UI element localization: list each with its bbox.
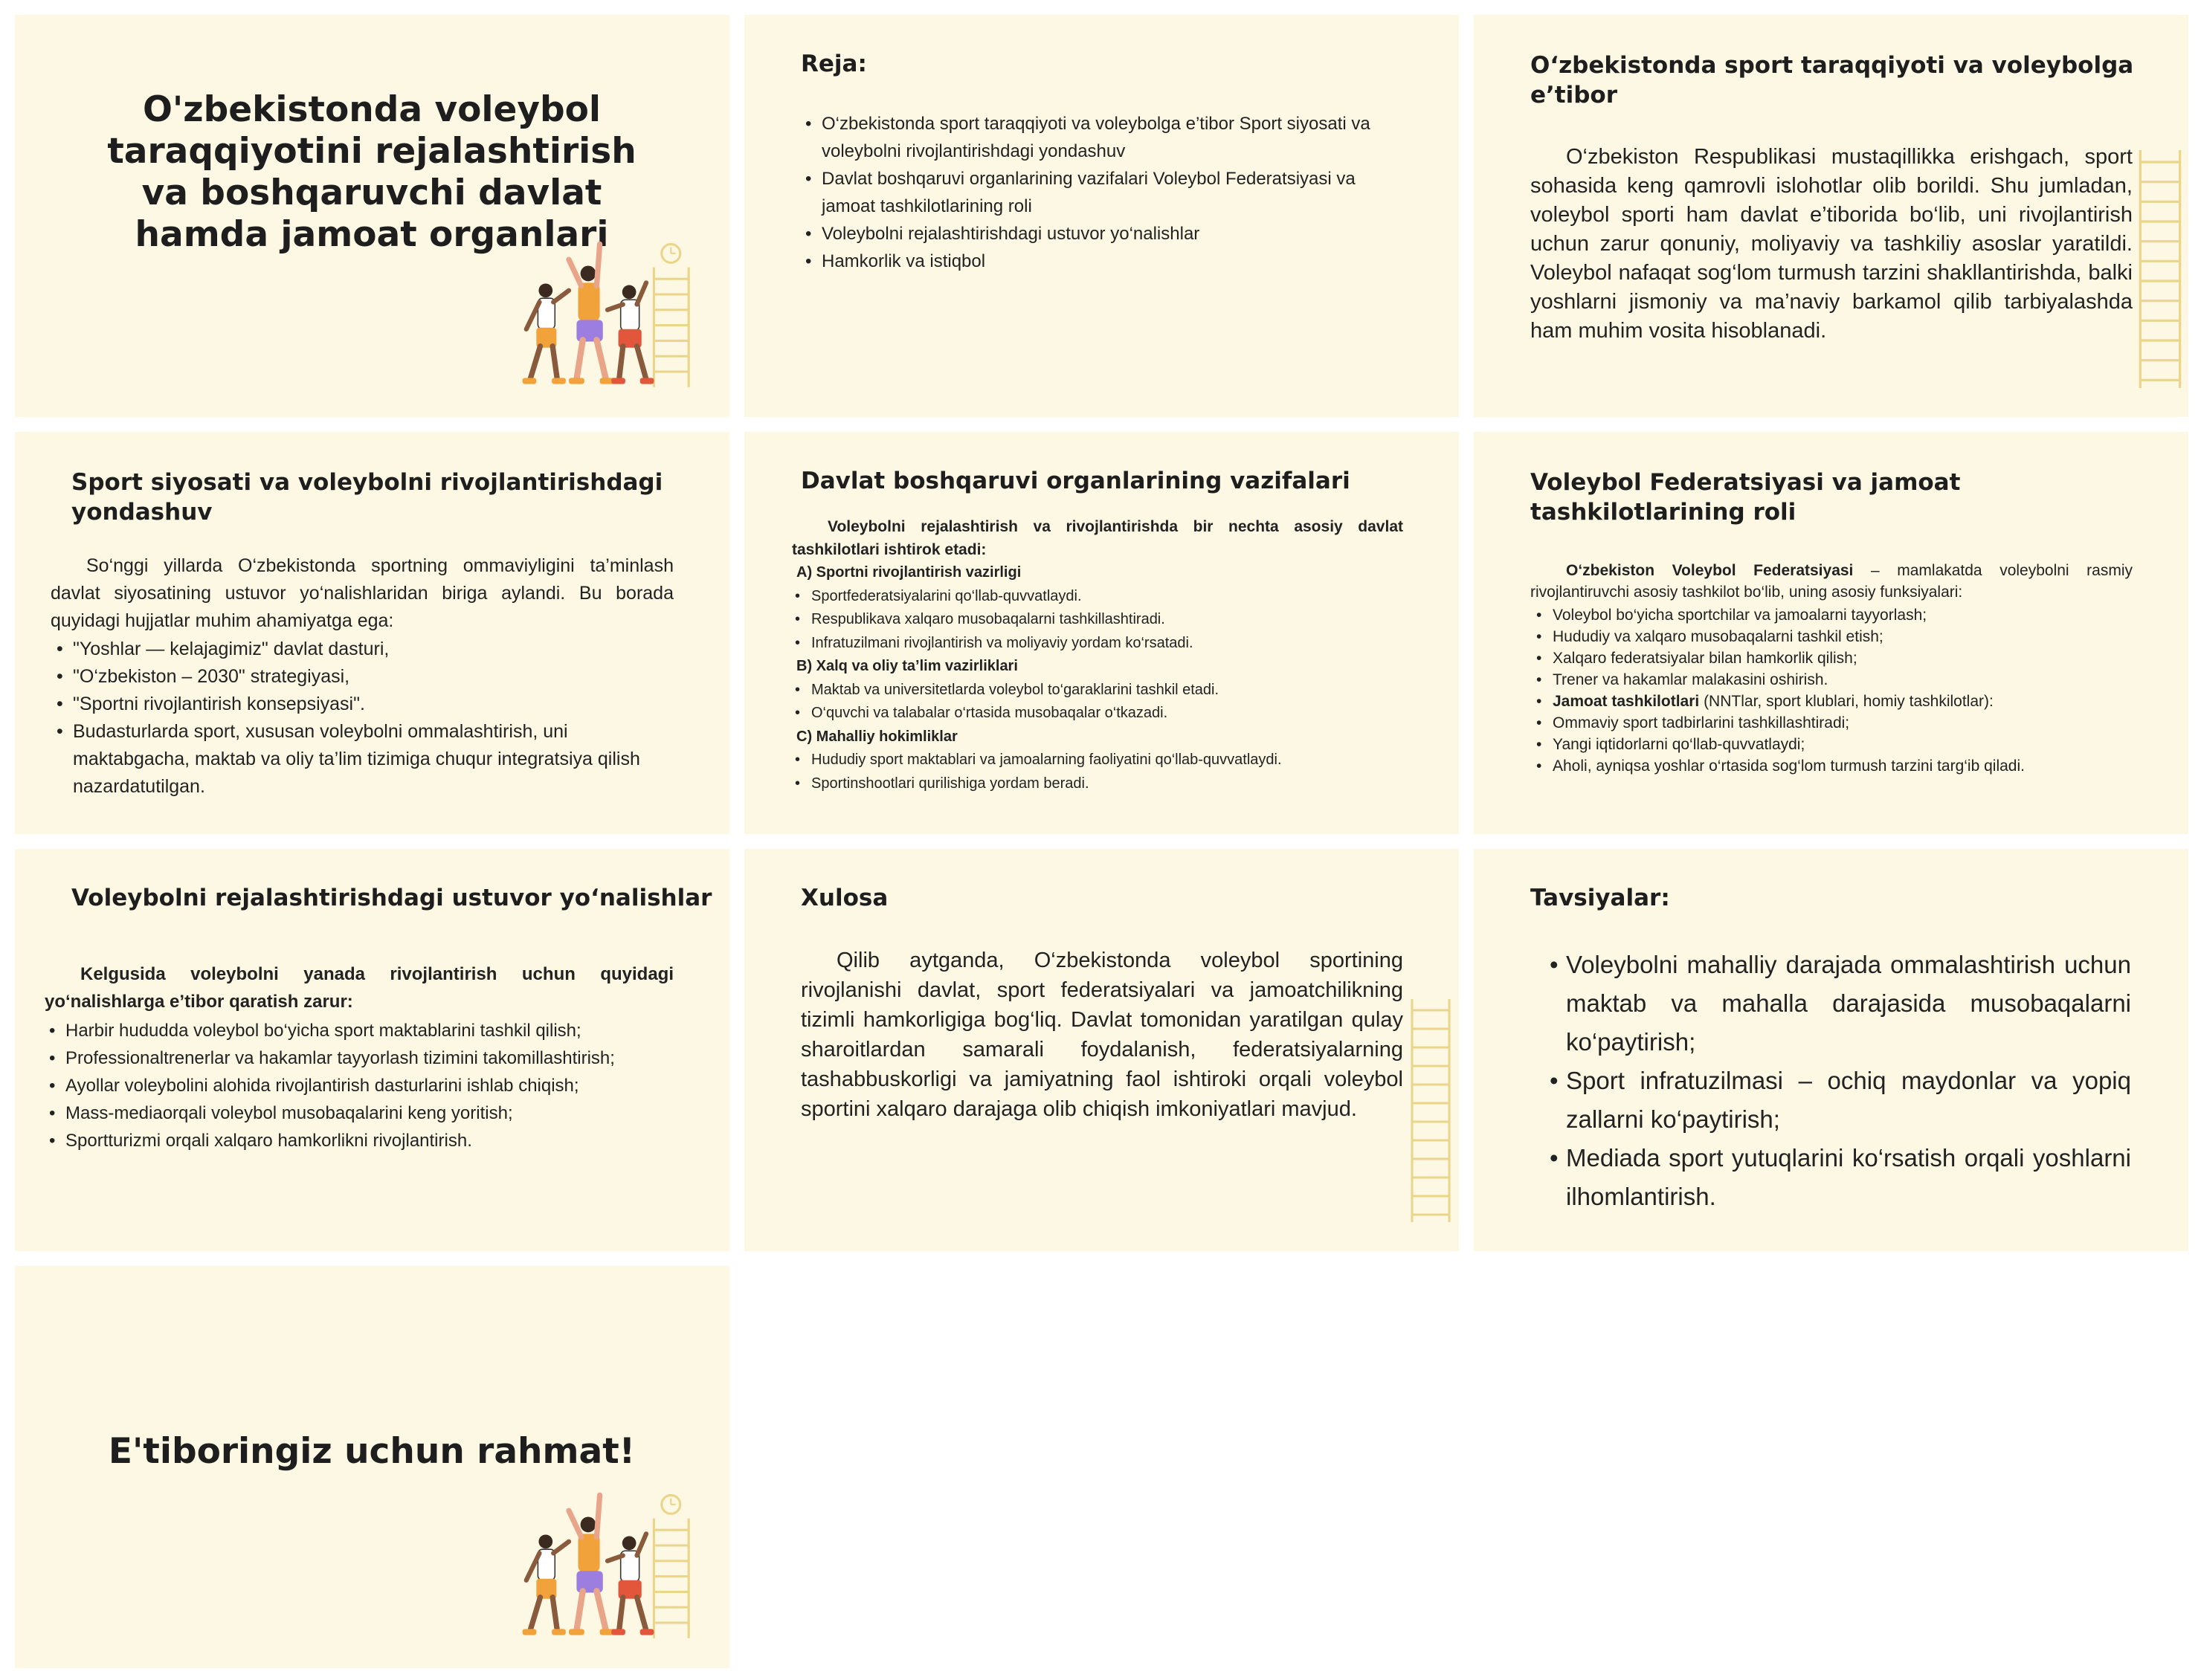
- slide-heading: Xulosa: [801, 885, 889, 911]
- slide-heading: Voleybol Federatsiyasi va jamoat tashkilotlarining roli: [1530, 469, 1961, 526]
- section-heading: A) Sportni rivojlantirish vazirligi: [796, 564, 1022, 581]
- slide-heading: O‘zbekistonda sport taraqqiyoti va voleybolga e’tibor: [1530, 52, 2134, 109]
- presentation-title: O'zbekistonda voleybol taraqqiyotini rejalashtirish va boshqaruvchi davlat hamda jamoat organlari: [107, 89, 637, 255]
- slide-intro: Voleybolni rejalashtirish va rivojlantirishda bir nechta asosiy davlat tashkilotlari ishtirok etadi:: [792, 518, 1403, 558]
- slide-heading: Reja:: [801, 51, 867, 77]
- list-item: • Voleybolni mahalliy darajada ommalashtirish uchun maktab va mahalla darajasida musobaqalarni ko‘paytirish;: [1566, 946, 2131, 1062]
- public-organizations-label: Jamoat tashkilotlari: [1553, 693, 1700, 710]
- plan-list: [822, 110, 1402, 275]
- slide-heading: Tavsiyalar:: [1530, 885, 1670, 911]
- slide-sport-development: [1474, 15, 2188, 417]
- list-item: • Hududiy sport maktablari va jamoalarning faoliyatini qo‘llab-quvvatlaydi.: [811, 749, 1391, 772]
- ladder-decoration: [1402, 999, 1459, 1222]
- slide-title: [15, 15, 729, 417]
- slide-intro: Kelgusida voleybolni yanada rivojlantirish uchun quyidagi yo‘nalishlarga e’tibor qaratish zarur:: [45, 964, 674, 1012]
- list-item: • "O‘zbekiston – 2030" strategiyasi,: [73, 663, 660, 691]
- list-item: • Voleybol bo‘yicha sportchilar va jamoalarni tayyorlash;: [1553, 604, 2133, 626]
- exercising-people-illustration: [515, 1487, 700, 1642]
- section-heading: B) Xalq va oliy ta’lim vazirliklari: [796, 658, 1018, 674]
- list-item: • Sportinshootlari qurilishiga yordam beradi.: [811, 772, 1391, 796]
- thank-you-title: E'tiboringiz uchun rahmat!: [108, 1431, 636, 1472]
- slide-priorities: [15, 849, 729, 1251]
- federation-description: – mamlakatda voleybolni rasmiy rivojlantiruvchi asosiy tashkilot bo‘lib, uning asosiy funksiyalari:: [1530, 562, 2133, 601]
- slide-conclusion: [744, 849, 1459, 1251]
- slide-federation-role: [1474, 432, 2188, 834]
- list-item: • Mediada sport yutuqlarini ko‘rsatish orqali yoshlarni ilhomlantirish.: [1566, 1139, 2131, 1216]
- federation-name: O‘zbekiston Voleybol Federatsiyasi: [1566, 562, 1854, 579]
- section-heading: C) Mahalliy hokimliklar: [796, 728, 958, 745]
- slide-plan: [744, 15, 1459, 417]
- exercising-people-illustration: [515, 236, 700, 391]
- slide-recommendations: [1474, 849, 2188, 1251]
- slide-intro: [1530, 560, 2133, 603]
- slide-heading: Davlat boshqaruvi organlarining vazifalari: [801, 468, 1350, 494]
- list-item: • Maktab va universitetlarda voleybol to‘garaklarini tashkil etadi.: [811, 679, 1391, 702]
- slide-body: O‘zbekiston Respublikasi mustaqillikka erishgach, sport sohasida keng qamrovli islohotlar olib borildi. Shu jumladan, voleybol sporti ham davlat e’tiborida bo‘lib, uni rivojlantirish uchun zarur qonuniy, moliyaviy va tashkiliy asoslar yaratildi. Voleybol nafaqat sog‘lom turmush tarzini shakllantirishda, balki yoshlarni jismoniy va ma’naviy barkamol qilib tarbiyalashda ham muhim vosita hisoblanadi.: [1530, 145, 2133, 343]
- document-list: [73, 636, 660, 801]
- list-item: • "Yoshlar — kelajagimiz" davlat dasturi,: [73, 636, 660, 663]
- slide-state-bodies: [744, 432, 1459, 834]
- list-item: • Hamkorlik va istiqbol: [822, 248, 1402, 275]
- list-item: • O‘quvchi va talabalar o‘rtasida musobaqalar o‘tkazadi.: [811, 702, 1391, 726]
- list-item: • Respublikava xalqaro musobaqalarni tashkillashtiradi.: [811, 608, 1391, 632]
- list-item: • Professionaltrenerlar va hakamlar tayyorlash tizimini takomillashtirish;: [65, 1044, 660, 1072]
- list-item: [1553, 691, 2133, 712]
- list-item: • Ommaviy sport tadbirlarini tashkillashtiradi;: [1553, 712, 2133, 734]
- list-item: • Sportturizmi orqali xalqaro hamkorlikni rivojlantirish.: [65, 1127, 660, 1154]
- list-item: • Budasturlarda sport, xususan voleybolni ommalashtirish, uni maktabgacha, maktab va oliy ta’lim tizimiga chuqur integratsiya qilish nazardatutilgan.: [73, 718, 660, 801]
- slide-heading: Sport siyosati va voleybolni rivojlantirishdagi yondashuv: [71, 469, 663, 526]
- list-item: • Voleybolni rejalashtirishdagi ustuvor yo‘nalishlar: [822, 220, 1402, 248]
- list-item: • Yangi iqtidorlarni qo‘llab-quvvatlaydi;: [1553, 734, 2133, 755]
- public-organizations-note: (NNTlar, sport klublari, homiy tashkilotlar):: [1699, 693, 1994, 710]
- list-item: • Mass-mediaorqali voleybol musobaqalarini keng yoritish;: [65, 1099, 660, 1127]
- list-item: • Sportfederatsiyalarini qo‘llab-quvvatlaydi.: [811, 585, 1391, 609]
- list-item: • Infratuzilmani rivojlantirish va moliyaviy yordam ko‘rsatadi.: [811, 632, 1391, 656]
- list-item: • "Sportni rivojlantirish konsepsiyasi".: [73, 691, 660, 718]
- slide-body: Qilib aytganda, O‘zbekistonda voleybol sportining rivojlanishi davlat, sport federatsiyalari va jamoatchilikning tizimli hamkorligiga bog‘liq. Davlat tomonidan yaratilgan qulay sharoitlardan samarali foydalanish, federatsiyalarning tashabbuskorligi va jamiyatning faol ishtiroki orqali voleybol sportini xalqaro darajaga olib chiqish imkoniyatlari mavjud.: [801, 949, 1403, 1121]
- list-item: • Xalqaro federatsiyalar bilan hamkorlik qilish;: [1553, 647, 2133, 669]
- list-item: • Aholi, ayniqsa yoshlar o‘rtasida sog‘lom turmush tarzini targ‘ib qiladi.: [1553, 755, 2133, 777]
- list-item: • Trener va hakamlar malakasini oshirish.: [1553, 669, 2133, 691]
- list-item: • O‘zbekistonda sport taraqqiyoti va voleybolga e’tibor Sport siyosati va voleybolni rivojlantirishdagi yondashuv: [822, 110, 1402, 165]
- ladder-decoration: [2132, 150, 2188, 388]
- slide-heading: Voleybolni rejalashtirishdagi ustuvor yo‘nalishlar: [71, 885, 712, 911]
- list-item: • Davlat boshqaruvi organlarining vazifalari Voleybol Federatsiyasi va jamoat tashkilotlarining roli: [822, 165, 1402, 220]
- federation-functions-list: [1553, 604, 2133, 777]
- ministries-list: [796, 561, 1391, 795]
- priorities-list: [65, 1017, 660, 1154]
- list-item: • Ayollar voleybolini alohida rivojlantirish dasturlarini ishlab chiqish;: [65, 1072, 660, 1099]
- list-item: • Sport infratuzilmasi – ochiq maydonlar va yopiq zallarni ko‘paytirish;: [1566, 1062, 2131, 1139]
- slide-thank-you: [15, 1266, 729, 1668]
- slide-intro: So‘nggi yillarda O‘zbekistonda sportning ommaviyligini ta’minlash davlat siyosatining ustuvor yo‘nalishlaridan biriga aylandi. Bu borada quyidagi hujjatlar muhim ahamiyatga ega:: [51, 555, 674, 631]
- recommendations-list: [1566, 946, 2131, 1216]
- list-item: • Hududiy va xalqaro musobaqalarni tashkil etish;: [1553, 626, 2133, 647]
- slide-sport-policy: [15, 432, 729, 834]
- list-item: • Harbir hududda voleybol bo‘yicha sport maktablarini tashkil qilish;: [65, 1017, 660, 1044]
